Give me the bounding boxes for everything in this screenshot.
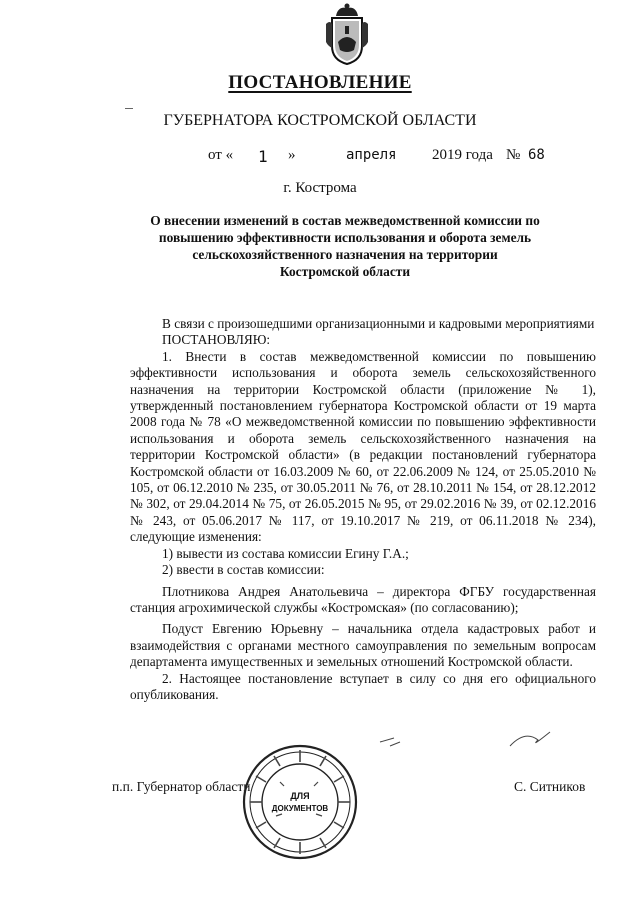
document-number-sign: №: [506, 147, 521, 163]
heading-line: Костромской области: [279, 264, 411, 279]
scan-mark: [125, 108, 133, 109]
stamp-center-line2: ДОКУМЕНТОВ: [271, 804, 329, 813]
date-year: 2019 года: [432, 147, 493, 163]
signer-position: п.п. Губернатор области: [112, 779, 251, 794]
heading-line: О внесении изменений в состав межведомственной комиссии по: [150, 213, 540, 228]
date-day: 1: [258, 147, 268, 166]
document-heading: [140, 212, 550, 280]
document-subtitle: ГУБЕРНАТОРА КОСТРОМСКОЙ ОБЛАСТИ: [163, 112, 477, 129]
signature-scribble: [360, 718, 580, 778]
coat-of-arms-icon: [324, 2, 370, 66]
date-month: апреля: [346, 147, 397, 163]
paragraph-member-1: Плотникова Андрея Анатольевича – директора ФГБУ государственная станция агрохимической службы «Костромская» (по согласованию);: [130, 583, 596, 615]
paragraph-subitem-1: 1) вывести из состава комиссии Егину Г.А.;: [162, 545, 409, 561]
official-stamp: [232, 716, 362, 886]
document-title: ПОСТАНОВЛЕНИЕ: [228, 72, 412, 93]
paragraph-subitem-2: 2) ввести в состав комиссии:: [162, 562, 325, 578]
heading-line: повышению эффективности использования и оборота земель: [158, 230, 532, 245]
document-number: 68: [528, 147, 545, 163]
paragraph-member-2: Подуст Евгению Юрьевну – начальника отдела кадастровых работ и взаимодействия с органами местного самоуправления по земельным вопросам департамента имущественных и земельных отношений Костромской области.: [130, 621, 596, 670]
date-prefix: от «: [208, 147, 234, 163]
paragraph-item-1: 1. Внести в состав межведомственной комиссии по повышению эффективности использования и оборота земель сельскохозяйственного назначения на территории Костромской области (приложение № 1), утвержденный постановлением губернатора Костромской области от 19 марта 2008 года № 78 «О межведомственной комиссии по повышению эффективности использования и оборота земель сельскохозяйственного назначения на территории Костромской области» (в редакции постановлений губернатора Костромской области от 16.03.2009 № 60, от 22.06.2009 № 124, от 25.05.2010 № 105, от 06.12.2010 № 235, от 30.05.2011 № 76, от 28.10.2011 № 154, от 28.12.2012 № 302, от 29.04.2014 № 75, от 26.05.2015 № 95, от 29.02.2016 № 39, от 02.12.2016 № 243, от 05.06.2017 № 117, от 19.10.2017 № 219, от 06.11.2018 № 234), следующие изменения:: [130, 348, 596, 545]
date-close-quote: »: [288, 147, 296, 163]
heading-line: сельскохозяйственного назначения на территории: [192, 247, 498, 262]
stamp-center-line1: ДЛЯ: [290, 791, 310, 801]
paragraph-resolve: ПОСТАНОВЛЯЮ:: [162, 332, 271, 348]
signer-name: С. Ситников: [514, 779, 586, 794]
paragraph-preamble: В связи с произошедшими организационными и кадровыми мероприятиями: [162, 316, 595, 331]
city: г. Кострома: [283, 180, 357, 196]
paragraph-item-2: 2. Настоящее постановление вступает в силу со дня его официального опубликования.: [130, 670, 596, 702]
document-body: [130, 316, 596, 703]
